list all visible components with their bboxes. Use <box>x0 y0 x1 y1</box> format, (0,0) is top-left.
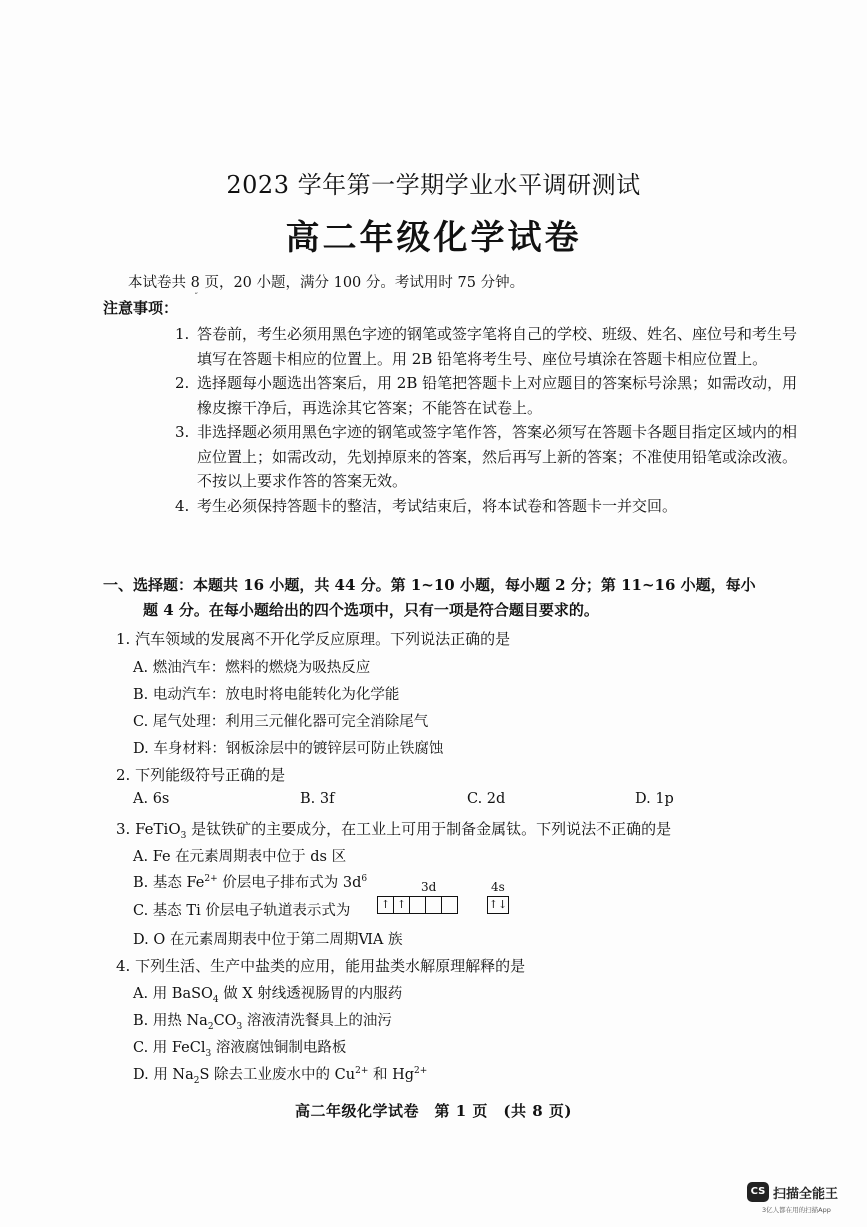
watermark-tagline: 3亿人都在用的扫描App <box>762 1206 831 1214</box>
section-heading-line2: 题 4 分。在每小题给出的四个选项中，只有一项是符合题目要求的。 <box>143 601 599 619</box>
q4d-pre: D. 用 Na <box>133 1067 194 1083</box>
notice-number: 3. <box>175 423 190 441</box>
q4c-pre: C. 用 FeCl <box>133 1040 206 1056</box>
question-3-option-c: C. 基态 Ti 价层电子轨道表示式为 <box>133 903 351 919</box>
notice-list <box>175 322 810 518</box>
notice-text: 选择题每小题选出答案后，用 2B 铅笔把答题卡上对应题目的答案标号涂黑；如需改动，用橡皮擦干净后，再选涂其它答案；不能答在试卷上。 <box>197 374 798 417</box>
notice-item <box>175 322 810 371</box>
orbital-diagram <box>377 880 517 919</box>
q3-stem-pre: 3. FeTiO <box>116 820 181 838</box>
q4d-mid: S 除去工业废水中的 Cu <box>199 1067 356 1083</box>
notice-number: 1. <box>175 325 190 343</box>
question-2-option-c: C. 2d <box>467 791 506 807</box>
notice-text: 答卷前，考生必须用黑色字迹的钢笔或签字笔将自己的学校、班级、姓名、座位号和考生号填写在答题卡相应的位置上。用 2B 铅笔将考生号、座位号填涂在答题卡相应位置上。 <box>197 325 798 368</box>
q4d-sub: 2 <box>193 1075 200 1086</box>
q3-stem-post: 是钛铁矿的主要成分，在工业上可用于制备金属钛。下列说法不正确的是 <box>186 820 672 838</box>
q4a-pre: A. 用 BaSO <box>133 986 213 1002</box>
orbital-box-3d <box>425 896 442 914</box>
question-2-stem: 2. 下列能级符号正确的是 <box>116 766 286 784</box>
notice-heading: 注意事项： <box>103 299 179 317</box>
q3b-pre: B. 基态 Fe <box>133 875 205 891</box>
q4d-sup2: 2+ <box>414 1066 428 1077</box>
orbital-box-3d: ↑ <box>393 896 410 914</box>
q4b-mid: CO <box>213 1013 237 1029</box>
question-4-option-b <box>133 1009 392 1032</box>
section-heading <box>103 573 813 623</box>
question-1-stem: 1. 汽车领域的发展离不开化学反应原理。下列说法正确的是 <box>116 630 511 648</box>
q4a-sub: 4 <box>212 994 219 1005</box>
question-2-option-a: A. 6s <box>133 791 170 807</box>
watermark-name: 扫描全能王 <box>773 1187 839 1202</box>
q4b-post: 溶液清洗餐具上的油污 <box>242 1013 392 1029</box>
question-3-stem <box>116 818 671 841</box>
q3b-sup2: 6 <box>361 874 368 885</box>
orbital-box-3d <box>441 896 458 914</box>
orbital-box-3d: ↑ <box>377 896 394 914</box>
notice-item <box>175 494 810 519</box>
orbital-4s-label: 4s <box>491 880 505 894</box>
orbital-box-4s: ↑↓ <box>487 896 509 914</box>
q4c-sub: 3 <box>205 1048 212 1059</box>
section-heading-line1: 一、选择题：本题共 16 小题，共 44 分。第 1~10 小题，每小题 2 分；第 11~16 小题，每小 <box>103 576 756 594</box>
camscanner-logo-icon: CS <box>747 1182 769 1202</box>
notice-number: 2. <box>175 374 190 392</box>
orbital-3d-label: 3d <box>421 880 437 894</box>
exam-intro: 本试卷共 8 页，20 小题，满分 100 分。考试用时 75 分钟。 <box>128 275 525 291</box>
exam-title: 2023 学年第一学期学业水平调研测试 <box>226 171 641 199</box>
q4a-post: 做 X 射线透视肠胃的内服药 <box>218 986 403 1002</box>
q4b-sub1: 2 <box>207 1021 214 1032</box>
q4c-post: 溶液腐蚀铜制电路板 <box>211 1040 347 1056</box>
orbital-box-3d <box>409 896 426 914</box>
subject-title: 高二年级化学试卷 <box>285 218 582 258</box>
q3b-sup: 2+ <box>204 874 218 885</box>
notice-item <box>175 420 810 494</box>
question-4-option-a <box>133 982 402 1005</box>
question-1-option-d: D. 车身材料：钢板涂层中的镀锌层可防止铁腐蚀 <box>133 741 444 757</box>
question-1-option-c: C. 尾气处理：利用三元催化器可完全消除尾气 <box>133 714 429 730</box>
notice-text: 考生必须保持答题卡的整洁，考试结束后，将本试卷和答题卡一并交回。 <box>197 496 678 515</box>
q4d-sup1: 2+ <box>355 1066 369 1077</box>
question-4-option-c <box>133 1036 346 1059</box>
q3-stem-sub: 3 <box>180 831 187 841</box>
question-3-option-a: A. Fe 在元素周期表中位于 ds 区 <box>133 849 347 865</box>
question-2-option-b: B. 3f <box>300 791 335 807</box>
q3b-mid: 价层电子排布式为 3d <box>217 875 362 891</box>
question-1-option-b: B. 电动汽车：放电时将电能转化为化学能 <box>133 687 400 703</box>
notice-text: 非选择题必须用黑色字迹的钢笔或签字笔作答，答案必须写在答题卡各题目指定区域内的相应位置上；如需改动，先划掉原来的答案，然后再写上新的答案；不准使用铅笔或涂改液。不按以上要求作答的答案无效。 <box>197 423 798 490</box>
q4b-sub2: 3 <box>236 1021 243 1032</box>
notice-number: 4. <box>175 496 190 515</box>
question-2-option-d: D. 1p <box>635 791 674 807</box>
q4b-pre: B. 用热 Na <box>133 1013 208 1029</box>
question-3-option-b <box>133 871 367 892</box>
q4d-mid2: 和 Hg <box>368 1067 415 1083</box>
pen-mark: ˝ <box>194 292 198 301</box>
page-footer: 高二年级化学试卷 第 1 页 (共 8 页) <box>295 1102 572 1120</box>
notice-item <box>175 371 810 420</box>
question-3-option-d: D. O 在元素周期表中位于第二周期ⅥA 族 <box>133 932 403 948</box>
question-4-stem: 4. 下列生活、生产中盐类的应用，能用盐类水解原理解释的是 <box>116 957 526 975</box>
question-1-option-a: A. 燃油汽车：燃料的燃烧为吸热反应 <box>133 660 371 676</box>
question-4-option-d <box>133 1063 427 1086</box>
